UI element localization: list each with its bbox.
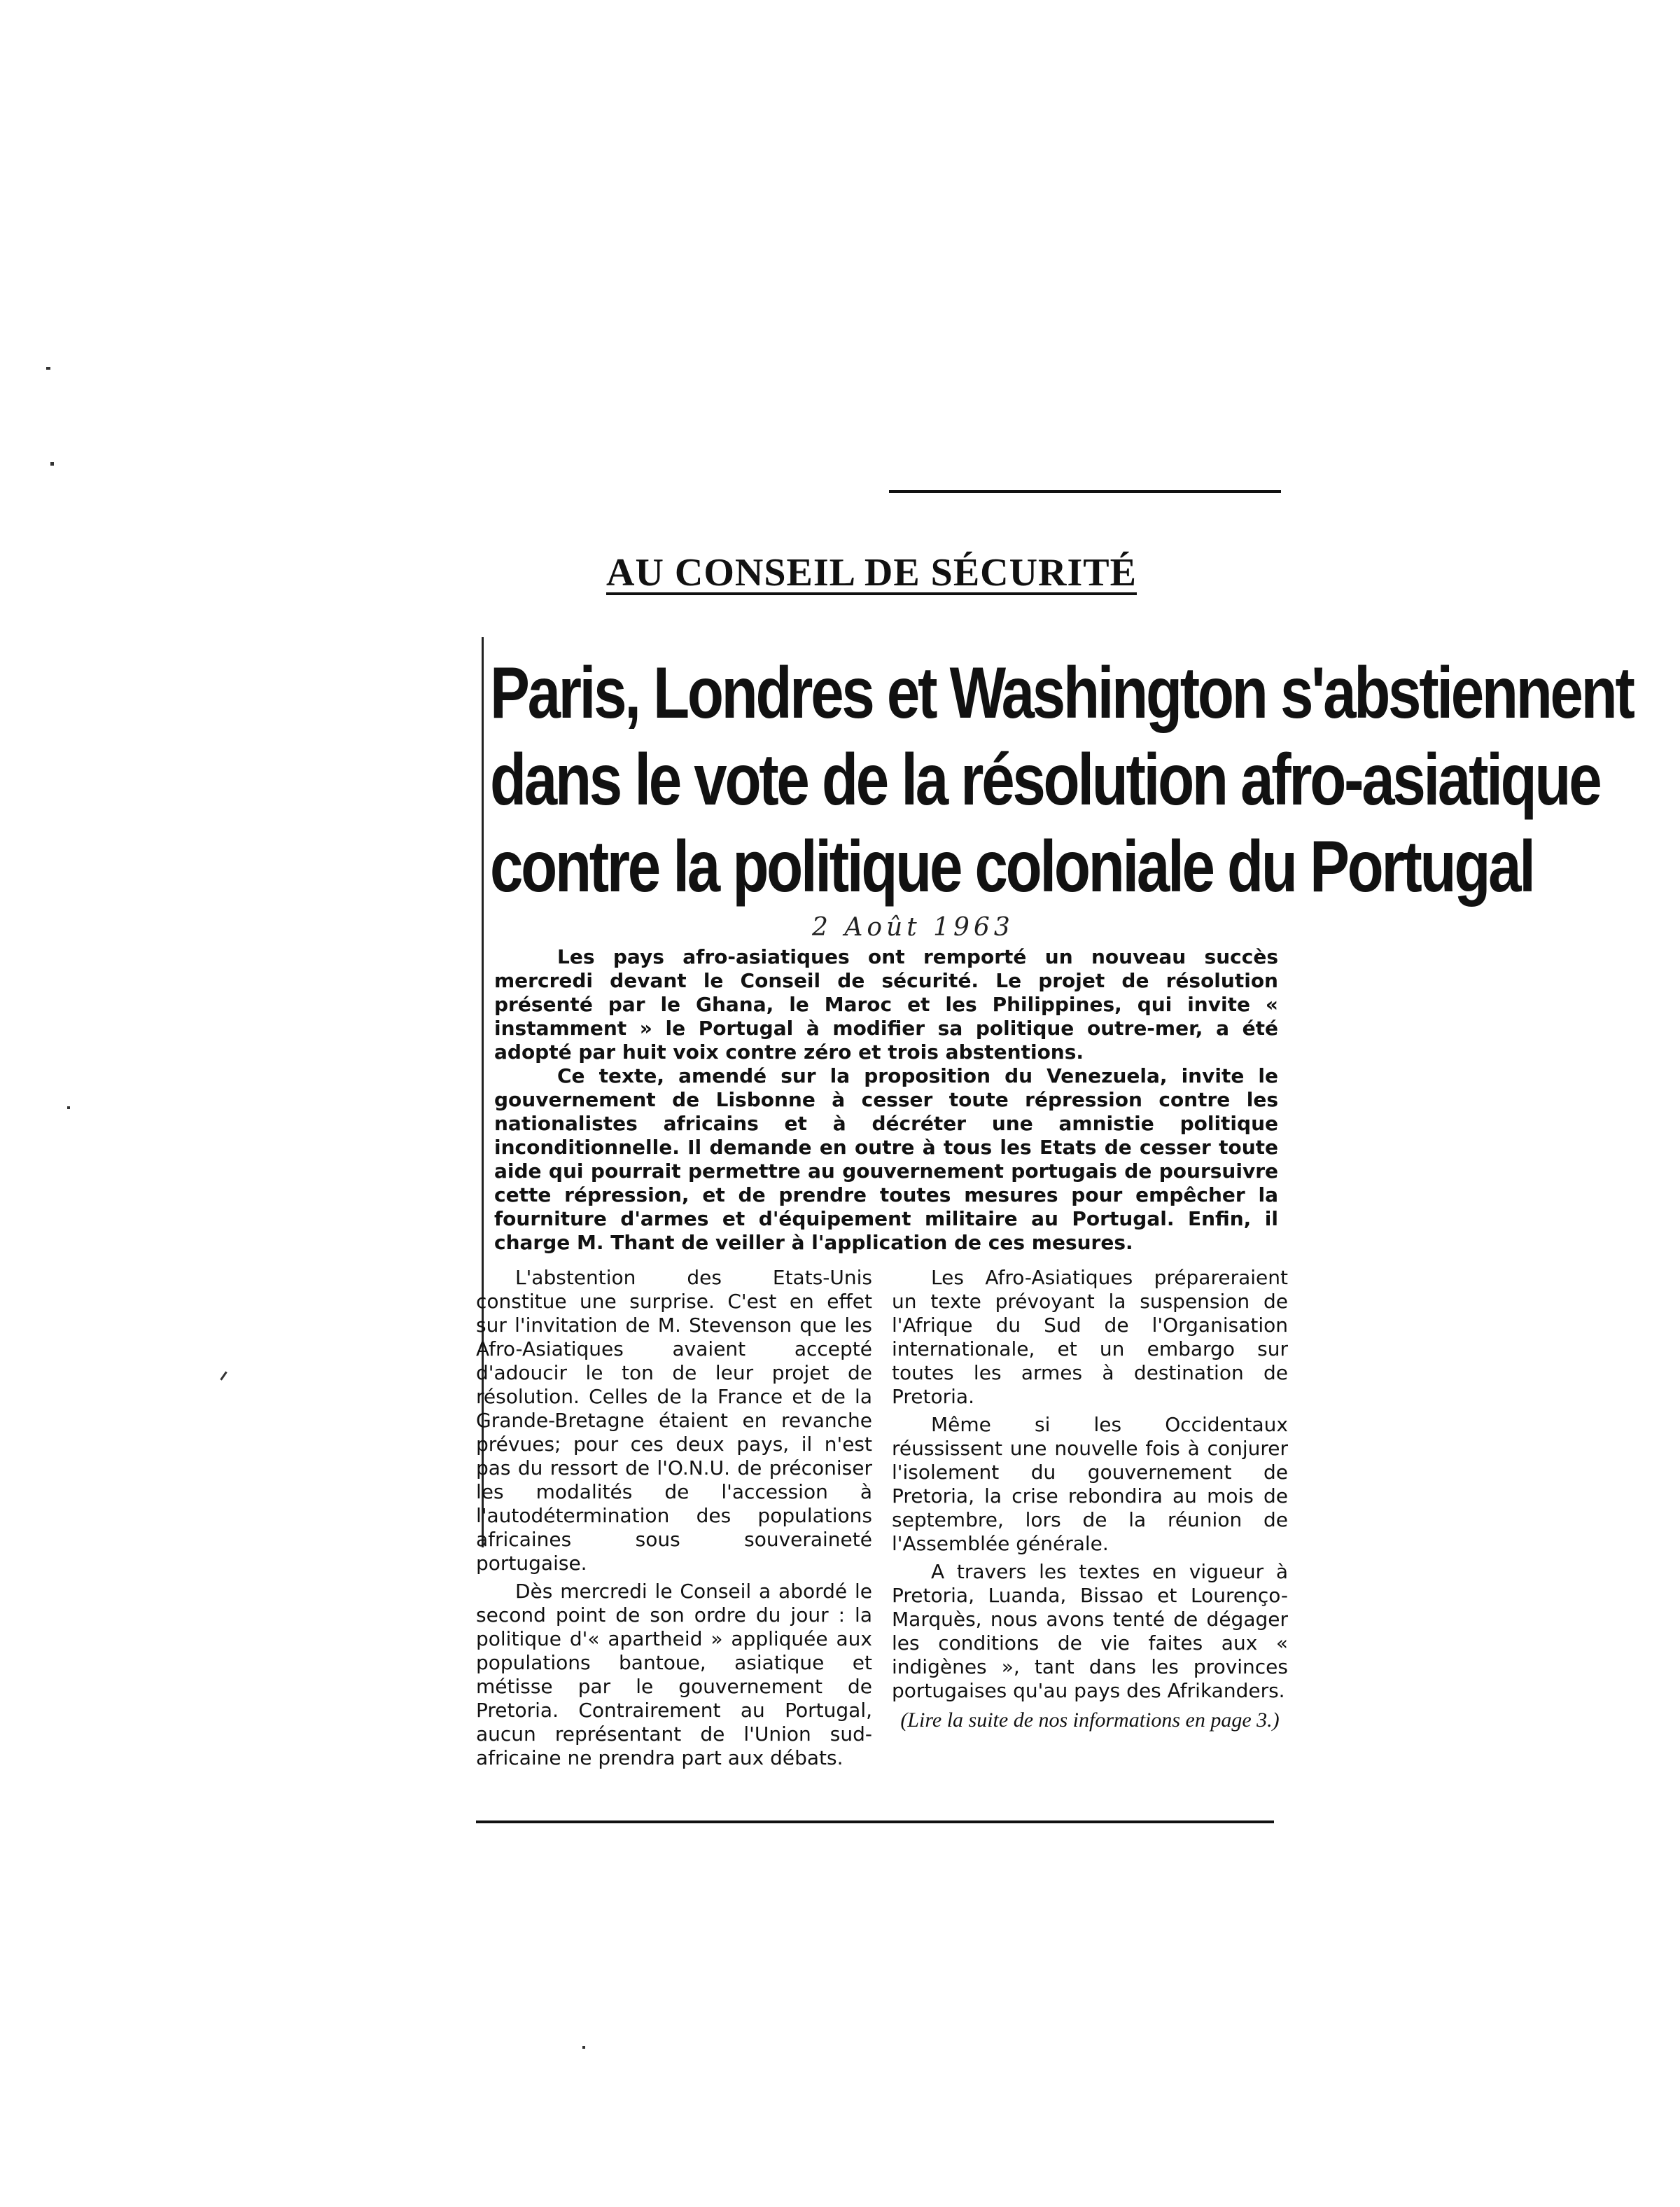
scan-speck: [50, 462, 54, 466]
lead-paragraph: Ce texte, amendé sur la proposition du Venezuela, invite le gouvernement de Lisbonne à cesser toute répression contre les nationalistes africains et à décréter une amnistie politique inconditionnelle. Il demande en outre à tous les Etats de cesser toute aide qui pourrait permettre au gouvernement portugais de poursuivre cette répression, et de prendre toutes mesures pour empêcher la fourniture d'armes et d'équipement militaire au Portugal. Enfin, il charge M. Thant de veiller à l'application de ces mesures.: [494, 1064, 1278, 1254]
body-paragraph: Les Afro-Asiatiques prépareraient un texte prévoyant la suspension de l'Afrique du Sud de l'Organisation internationale, et un embargo sur toutes les armes à destination de Pretoria.: [892, 1266, 1288, 1408]
body-columns: [476, 1266, 1288, 1774]
scan-speck: [46, 367, 50, 370]
headline-line: dans le vote de la résolution afro-asiatique: [490, 739, 1600, 821]
lead-paragraphs: [494, 945, 1278, 1255]
headline-line: Paris, Londres et Washington s'abstiennent: [490, 653, 1633, 734]
right-column: [892, 1266, 1288, 1774]
body-paragraph: L'abstention des Etats-Unis constitue une surprise. C'est en effet sur l'invitation de M. Stevenson que les Afro-Asiatiques avaient accepté d'adoucir le ton de leur projet de résolution. Celles de la France et de la Grande-Bretagne étaient en revanche prévues; pour ces deux pays, il n'est pas du ressort de l'O.N.U. de préconiser les modalités de l'accession à l'autodétermination des populations africaines sous souveraineté portugaise.: [476, 1266, 872, 1575]
scan-speck: [582, 2046, 585, 2049]
scan-speck: [67, 1106, 70, 1109]
handwritten-date: 2 Août 1963: [812, 913, 1014, 942]
body-paragraph: A travers les textes en vigueur à Pretoria, Luanda, Bissao et Lourenço-Marquès, nous avons tenté de dégager les conditions de vie faites aux « indigènes », tant dans les provinces portugaises qu'au pays des Afrikanders.: [892, 1560, 1288, 1702]
top-rule: [889, 490, 1281, 493]
bottom-rule: [476, 1820, 1274, 1823]
headline-line: contre la politique coloniale du Portugal: [490, 826, 1534, 907]
left-column: [476, 1266, 872, 1774]
lead-paragraph: Les pays afro-asiatiques ont remporté un nouveau succès mercredi devant le Conseil de sécurité. Le projet de résolution présenté par le Ghana, le Maroc et les Philippines, qui invite « instamment » le Portugal à modifier sa politique outre-mer, a été adopté par huit voix contre zéro et trois abstentions.: [494, 945, 1278, 1064]
kicker: AU CONSEIL DE SÉCURITÉ: [606, 551, 1137, 594]
body-paragraph: Même si les Occidentaux réussissent une nouvelle fois à conjurer l'isolement du gouvernement de Pretoria, la crise rebondira au mois de septembre, lors de la réunion de l'Assemblée générale.: [892, 1413, 1288, 1555]
body-paragraph: Dès mercredi le Conseil a abordé le second point de son ordre du jour : la politique d'« apartheid » appliquée aux populations bantoue, asiatique et métisse par le gouvernement de Pretoria. Contrairement au Portugal, aucun représentant de l'Union sud-africaine ne prendra part aux débats.: [476, 1580, 872, 1769]
continuation-note: (Lire la suite de nos informations en page 3.): [900, 1708, 1280, 1732]
headline: [490, 650, 1633, 910]
scan-speck: [220, 1371, 227, 1380]
